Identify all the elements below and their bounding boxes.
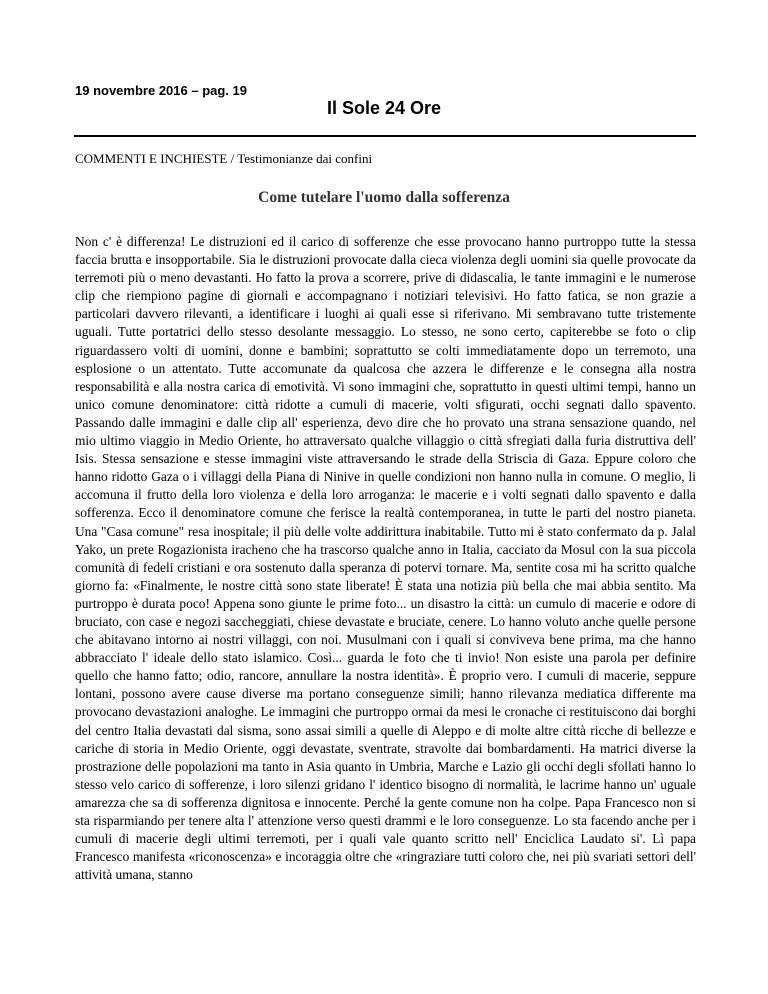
article-body: Non c' è differenza! Le distruzioni ed il carico di sofferenze che esse provocano hanno purtroppo tutte la stessa faccia brutta e insopportabile. Sia le distruzioni provocate dalla cieca violenza degli uomini sia quelle provocate da terremoti più o meno devastanti. Ho fatto la prova a scorrere, prive di didascalia, le tante immagini e le numerose clip che riempiono pagine di giornali e accompagnano i notiziari televisivi. Ho fatto fatica, se non grazie a particolari davvero rilevanti, a identificare i luoghi ai quali esse si riferivano. Mi sembravano tutte tristemente uguali. Tutte portatrici dello stesso desolante messaggio. Lo stesso, ne sono certo, capiterebbe se foto o clip riguardassero volti di uomini, donne e bambini; soprattutto se colti immediatamente dopo un terremoto, una esplosione o un attentato. Tutte accomunate da qualcosa che azzera le differenze e le consegna alla nostra responsabilità e alla nostra carica di emotività. Vi sono immagini che, soprattutto in questi ultimi tempi, hanno un unico comune denominatore: città ridotte a cumuli di macerie, volti sfigurati, occhi segnati dallo spavento. Passando dalle immagini e dalle clip all' esperienza, devo dire che ho provato una strana sensazione quando, nel mio ultimo viaggio in Medio Oriente, ho attraversato qualche villaggio o città sfregiati dalla furia distruttiva dell' Isis. Stessa sensazione e stesse immagini viste attraversando le strade della Striscia di Gaza. Eppure coloro che hanno ridotto Gaza o i villaggi della Piana di Ninive in quelle condizioni non hanno nulla in comune. O meglio, li accomuna il frutto della loro violenza e della loro arroganza: le macerie e i volti segnati dallo spavento e dalla sofferenza. Ecco il denominatore comune che ferisce la realtà contemporanea, in tutte le parti del nostro pianeta. Una "Casa comune" resa inospitale; il più delle volte addirittura inabitabile. Tutto mi è stato confermato da p. Jalal Yako, un prete Rogazionista iracheno che ha trascorso qualche anno in Italia, cacciato da Mosul con la sua piccola comunità di fedeli cristiani e ora sostenuto dalla speranza di potervi tornare. Ma, sentite cosa mi ha scritto qualche giorno fa: «Finalmente, le nostre città sono state liberate! È stata una notizia più bella che mai abbia sentito. Ma purtroppo è durata poco! Appena sono giunte le prime foto... un disastro la città: un cumulo di macerie e odore di bruciato, con case e negozi saccheggiati, chiese devastate e bruciate, cenere. Lo hanno voluto anche quelle persone che abitavano intorno ai nostri villaggi, con noi. Musulmani con i quali si conviveva bene prima, ma che hanno abbracciato l' ideale dello stato islamico. Così... guarda le foto che ti invio! Non esiste una parola per definire quello che hanno fatto; odio, rancore, annullare la nostra identità». È proprio vero. I cumuli di macerie, seppure lontani, possono avere cause diverse ma portano conseguenze simili; hanno rilevanza mediatica differente ma provocano devastazioni analoghe. Le immagini che purtroppo ormai da mesi le cronache ci restituiscono dai borghi del centro Italia devastati dal sisma, sono assai simili a quelle di Aleppo e di molte altre città ricche di bellezze e cariche di storia in Medio Oriente, oggi devastate, sventrate, stravolte dai bombardamenti. Ha matrici diverse la prostrazione delle popolazioni ma tanto in Asia quanto in Umbria, Marche e Lazio gli occhi degli sfollati hanno lo stesso velo carico di sofferenze, i loro silenzi gridano l' identico bisogno di normalità, le lacrime hanno un' uguale amarezza che sa di sofferenza dignitosa e innocente. Perché la gente comune non ha colpe. Papa Francesco non si sta risparmiando per tenere alta l' attenzione verso questi drammi e le loro conseguenze. Lo sta facendo anche per i cumuli di macerie degli ultimi terremoti, per i quali vale quanto scritto nell' Enciclica Laudato si'. Lì papa Francesco manifesta «riconoscenza» e incoraggia oltre che «ringraziare tutti coloro che, nei più svariati settori dell' attività umana, stanno [75, 234, 696, 883]
article-title: Come tutelare l'uomo dalla sofferenza [258, 189, 510, 206]
header-divider [74, 135, 696, 137]
section-breadcrumb: COMMENTI E INCHIESTE / Testimonianze dai confini [75, 151, 373, 166]
publication-masthead: Il Sole 24 Ore [326, 98, 442, 118]
date-page-line: 19 novembre 2016 – pag. 19 [75, 83, 247, 98]
